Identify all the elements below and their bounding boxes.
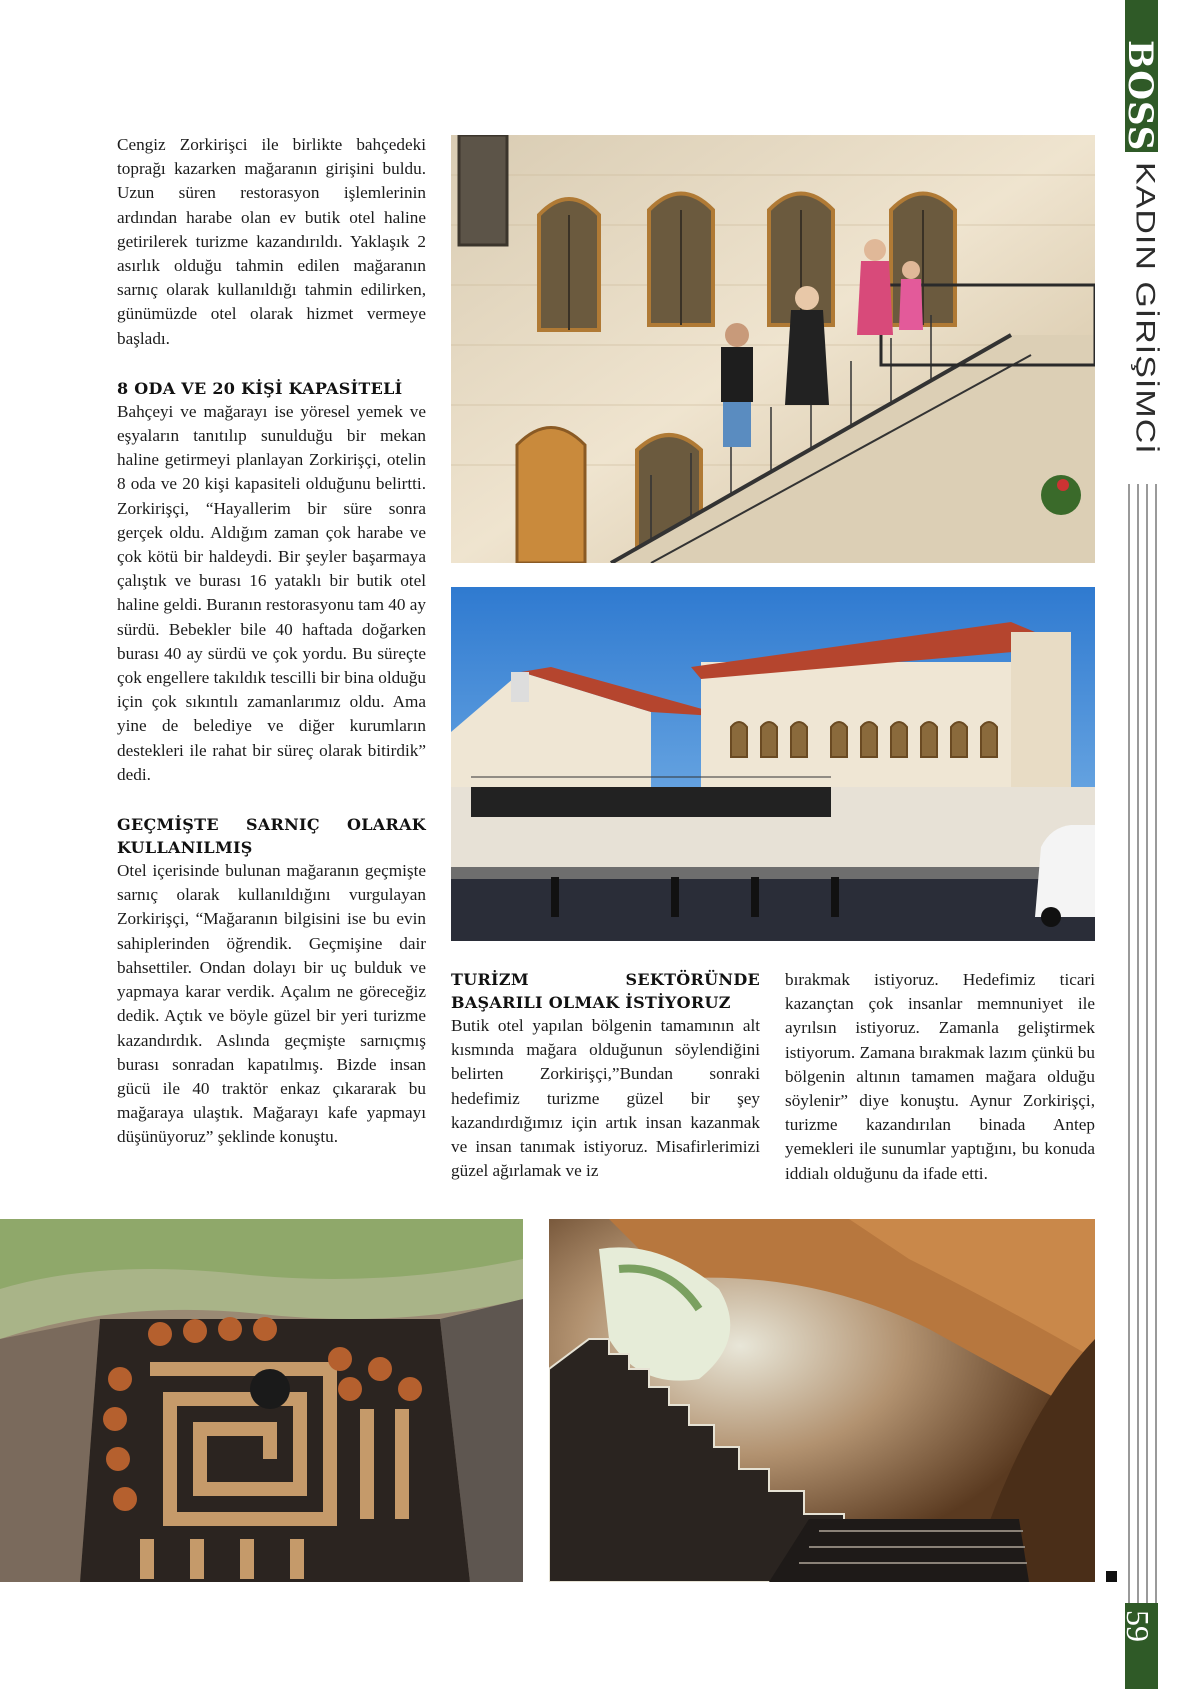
tourism-paragraph: Butik otel yapılan bölgenin tamamının alt kısmında mağara olduğunun söylendiğini belirten Zorkirişçi,”Bundan sonraki hedefimiz turizme güzel bir şey kazandırdığımız için artık insan kazanmak ve insan tanımak istiyoruz. Misafirlerimizi güzel ağırlamak ve iz: [451, 1016, 760, 1181]
left-column: [117, 133, 426, 1150]
exterior-photo: [451, 587, 1095, 941]
sidebar-rule-1: [1128, 484, 1130, 1603]
magazine-brand: BOSS: [1120, 40, 1160, 152]
cave-hall-photo: [0, 1219, 523, 1582]
sidebar-rule-3: [1146, 484, 1148, 1603]
middle-column: [451, 968, 760, 1183]
heading-tourism: TURİZM SEKTÖRÜNDE BAŞARILI OLMAK İSTİYORUZ: [451, 970, 760, 1012]
page-number: 59: [1120, 1610, 1156, 1642]
sidebar-rule-4: [1155, 484, 1157, 1603]
right-column: [785, 968, 1095, 1186]
intro-paragraph: Cengiz Zorkirişci ile birlikte bahçedeki toprağı kazarken mağaranın girişini buldu. Uzun süren restorasyon işlemlerinin ardından harabe olan ev butik otel haline getirilerek turizme kazandırıldı. Yaklaşık 2 asırlık olduğu tahmin edilen mağaranın sarnıç olarak kullanıldığı tahmin edilirken, günümüzde otel olarak hizmet vermeye başladı.: [117, 135, 426, 348]
capacity-paragraph: Bahçeyi ve mağarayı ise yöresel yemek ve eşyaların tanıtılıp sunulduğu bir mekan haline getirmeyi planlayan Zorkirişçi, otelin 8 oda ve 20 kişi kapasiteli olduğunu belirtti. Zorkirişçi, “Hayallerim bir süre sonra gerçek oldu. Aldığım zaman çok harabe ve çok kötü bir haldeydi. Bir şeyler başarmaya çalıştık ve burası 16 yataklı bir butik otel haline geldi. Buranın restorasyonu tam 40 ay sürdü. Bebekler bile 40 haftada doğarken burası 40 ay sürdü ve çok yordu. Bu süreçte çok engellere takıldık tescilli bir bina olduğu için çok sıkıntılı zamanlarımız oldu. Ama yine de belediye ve diğer kurumların destekleri ile rahat bir süreç olarak bitirdik” dedi.: [117, 401, 426, 784]
closing-paragraph: bırakmak istiyoruz. Hedefimiz ticari kazançtan çok insanlar memnuniyet ile ayrılsın istiyoruz. Zamanla geliştirmek istiyorum. Zamana bırakmak lazım çünkü bu bölgenin altının tamamen mağara olduğu söylenir” diye konuştu. Aynur Zorkirişçi, turizme kazandırılan binada Antep yemekleri ile sunumlar yaptığını, bu konuda iddialı olduğunu da ifade etti.: [785, 970, 1095, 1183]
heading-cistern: GEÇMİŞTE SARNIÇ OLARAK KULLANILMIŞ: [117, 815, 426, 858]
heading-capacity: 8 ODA VE 20 KİŞİ KAPASİTELİ: [117, 378, 403, 398]
courtyard-photo: [451, 135, 1095, 563]
end-mark: [1106, 1571, 1117, 1582]
cistern-paragraph: Otel içerisinde bulunan mağaranın geçmişte sarnıç olarak kullanıldığını vurgulayan Zorkirişçi, “Mağaranın bilgisini ise bu evin sahiplerinden öğrendik. Geçmişine dair bahsettiler. Ondan dolayı bir uç bulduk ve yapmaya karar verdik. Açalım ne göreceğiz dedik. Açtık ve böyle güzel bir yeri turizme kazandırdık. Aslında geçmişte sarnıçmış burası sonradan kapatılmış. Bizde insan gücü ile 40 traktör enkaz çıkararak bu mağaraya ulaştık. Mağarayı kafe yapmayı düşünüyoruz” şeklinde konuştu.: [117, 861, 426, 1147]
cave-stairs-photo: [549, 1219, 1095, 1582]
section-title: KADIN GİRİŞİMCİ: [1130, 162, 1160, 455]
sidebar-rule-2: [1137, 484, 1139, 1603]
